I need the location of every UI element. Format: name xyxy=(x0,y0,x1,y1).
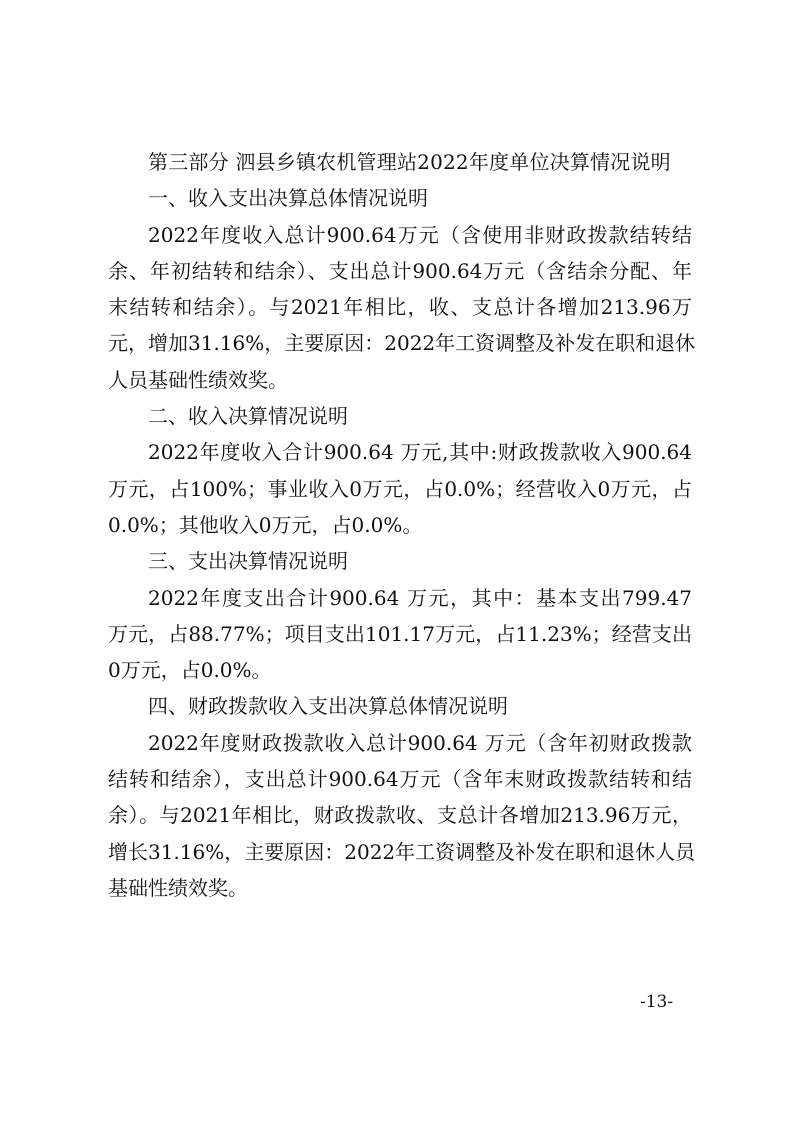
paragraph-line: 余）。与2021年相比，财政拨款收、支总计各增加213.96万元， xyxy=(108,803,692,828)
section-heading-4: 四、财政拨款收入支出决算总体情况说明 xyxy=(148,694,508,719)
paragraph-line: 2022年度收入总计900.64万元（含使用非财政拨款结转结 xyxy=(148,222,692,247)
section-heading-2: 二、收入决算情况说明 xyxy=(148,404,348,429)
section-heading-1: 一、收入支出决算总体情况说明 xyxy=(148,186,428,211)
paragraph-line: 结转和结余），支出总计900.64万元（含年末财政拨款结转和结 xyxy=(108,767,692,792)
document-body xyxy=(108,144,696,906)
paragraph-line: 增长31.16%，主要原因：2022年工资调整及补发在职和退休人员 xyxy=(108,839,696,864)
paragraph-line: 2022年度财政拨款收入总计900.64 万元（含年初财政拨款 xyxy=(148,730,692,755)
paragraph-line: 2022年度支出合计900.64 万元，其中：基本支出799.47 xyxy=(148,585,692,610)
paragraph-line: 0万元，占0.0%。 xyxy=(108,658,272,683)
section-heading-3: 三、支出决算情况说明 xyxy=(148,549,348,574)
paragraph-line: 2022年度收入合计900.64 万元,其中:财政拨款收入900.64 xyxy=(148,440,692,465)
paragraph-line: 万元，占88.77%；项目支出101.17万元，占11.23%；经营支出 xyxy=(108,621,692,646)
paragraph-line: 万元，占100%；事业收入0万元，占0.0%；经营收入0万元，占 xyxy=(108,476,692,501)
paragraph-line: 0.0%；其他收入0万元，占0.0%。 xyxy=(108,512,423,537)
paragraph-line: 基础性绩效奖。 xyxy=(108,875,248,900)
paragraph-line: 末结转和结余）。与2021年相比，收、支总计各增加213.96万 xyxy=(108,295,692,320)
paragraph-line: 人员基础性绩效奖。 xyxy=(108,367,288,392)
paragraph-line: 余、年初结转和结余）、支出总计900.64万元（含结余分配、年 xyxy=(108,258,692,283)
paragraph-line: 元，增加31.16%，主要原因：2022年工资调整及补发在职和退休 xyxy=(108,331,696,356)
page-number: -13- xyxy=(640,992,674,1012)
document-title: 第三部分 泗县乡镇农机管理站2022年度单位决算情况说明 xyxy=(148,150,671,174)
